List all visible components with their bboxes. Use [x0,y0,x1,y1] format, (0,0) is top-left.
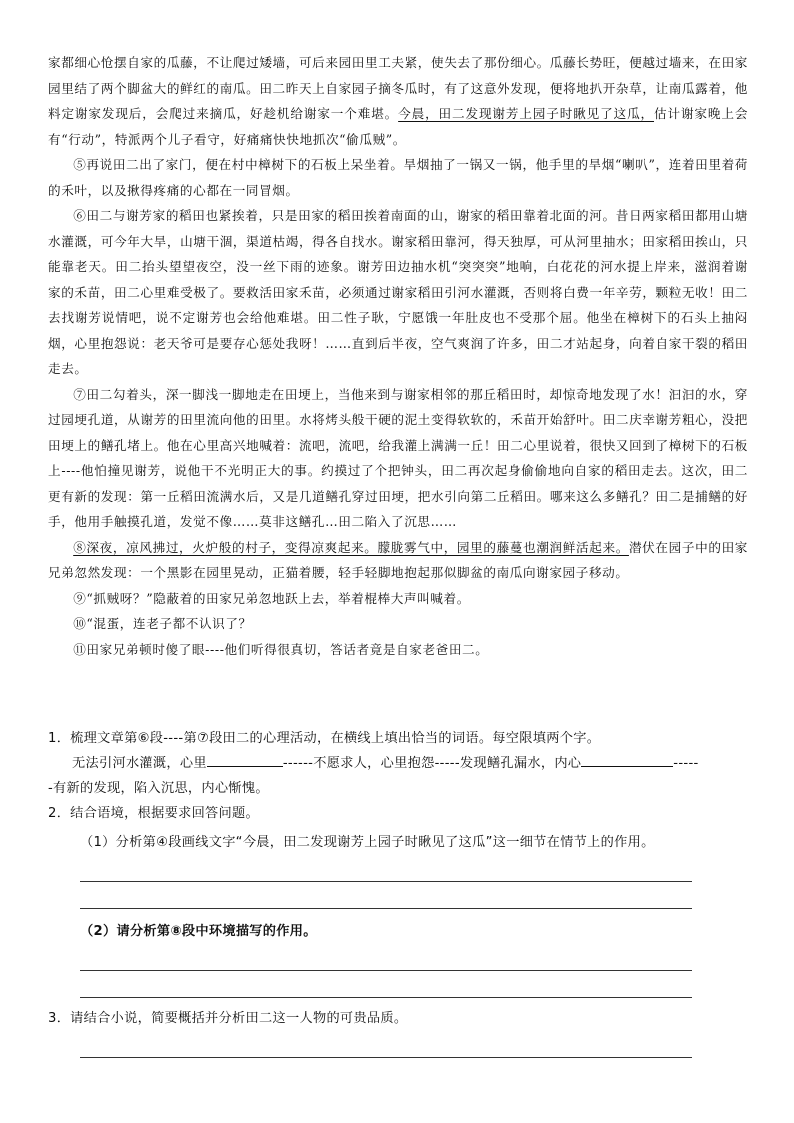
answer-line-3-a[interactable] [80,1031,692,1058]
answer-line-2-1-b[interactable] [80,882,692,909]
paragraph-9: ⑨“抓贼呀？”隐蔽着的田家兄弟忽地跃上去，举着棍棒大声叫喊着。 [73,590,470,606]
paragraph-7: ⑦田二勾着头，深一脚浅一脚地走在田埂上，当他来到与谢家相邻的那丘稻田时，却惊奇地发现了水！汩汩的水，穿过园埂孔道，从谢芳的田里流向他的田里。水将烤头般干硬的泥土变得软软的，禾苗开始舒叶。田二庆幸谢芳粗心，没把田埂上的鳝孔堵上。他在心里高兴地喊着：流吧，流吧，给我灌上满满一丘！田二心里说着，很快又回到了樟树下的石板上----他怕撞见谢芳，说他干不光明正大的事。约摸过了个把钟头，田二再次起身偷偷地向自家的稻田走去。这次，田二更有新的发现：第一丘稻田流满水后，又是几道鳝孔穿过田埂，把水引向第二丘稻田。哪来这么多鳝孔？田二是捕鳝的好手，他用手触摸孔道，发觉不像……莫非这鳝孔…田二陷入了沉思…… [48,386,748,529]
paragraph-5: ⑤再说田二出了家门，便在村中樟树下的石板上呆坐着。旱烟抽了一锅又一锅，他手里的旱烟“喇叭”，连着田里着荷的禾叶，以及揪得疼痛的心都在一同冒烟。 [48,157,748,198]
question-1-fill-continuation: -有新的发现，陷入沉思，内心惭愧。 [48,781,269,796]
question-1-fill-line [48,751,748,776]
paragraph-4-ending: 估计谢家晚上会有“行动”，特派两个儿子看守，好痛痛快快地抓次“偷瓜贼”。 [48,106,749,147]
underlined-sentence: 今晨，田二发现谢芳上园子时瞅见了这瓜， [398,106,655,121]
question-3-prompt: 3．请结合小说，简要概括并分析田二这一人物的可贵品质。 [48,1011,408,1026]
paragraph-11: ⑪田家兄弟顿时傻了眼----他们听得很真切，答话者竟是自家老爸田二。 [73,641,489,657]
paragraph-4-text: 家都细心怆摆自家的瓜藤，不让爬过矮墙，可后来园田里工夫紧，使失去了那份细心。瓜藤长势旺，便越过墙来，在田家园里结了两个脚盆大的鲜红的南瓜。田二昨天上自家园子摘冬瓜时，有了这意外发现，便将地扒开杂草，让南瓜露着，他料定谢家发现后，会爬过来摘瓜，好趁机给谢家一个难堪。 [48,55,748,121]
underlined-environment-description: ⑧深夜，凉风拂过，火炉般的村子，变得凉爽起来。朦胧雾气中，园里的藤蔓也潮润鲜活起来。 [73,539,629,555]
story-text [48,50,748,662]
paragraph-8-text: 潜伏在园子中的田家兄弟忽然发现：一个黑影在园里晃动，正猫着腰，轻手轻脚地抱起那似脚盆的南瓜向谢家园子移动。 [48,539,749,580]
fill-text-a: 无法引河水灌溉，心里 [72,756,207,771]
question-1-prompt: 1．梳理文章第⑥段----第⑦段田二的心理活动，在横线上填出恰当的词语。每空限填两个字。 [48,731,601,746]
answer-line-2-2-b[interactable] [80,971,692,998]
question-2-sub-2: （2）请分析第⑧段中环境描写的作用。 [80,924,317,939]
fill-text-c: ----- [673,756,699,771]
paragraph-10: ⑩“混蛋，连老子都不认识了？ [73,616,252,631]
fill-text-b: ------不愿求人，心里抱怨-----发现鳝孔漏水，内心 [282,756,582,771]
answer-blank-2[interactable] [581,752,673,767]
question-2-sub-1: （1）分析第④段画线文字“今晨，田二发现谢芳上园子时瞅见了这瓜”这一细节在情节上的作用。 [80,835,655,850]
questions-section [48,726,748,1058]
answer-blank-1[interactable] [207,752,283,767]
paragraph-4 [48,50,748,152]
answer-line-2-2-a[interactable] [80,944,692,971]
answer-line-2-1-a[interactable] [80,855,692,882]
paragraph-8 [48,535,748,586]
paragraph-6: ⑥田二与谢芳家的稻田也紧挨着，只是田家的稻田挨着南面的山，谢家的稻田靠着北面的河。昔日两家稻田都用山塘水灌溉，可今年大旱，山塘干涸，渠道枯竭，得各自找水。谢家稻田靠河，得天独厚，可从河里抽水；田家稻田挨山，只能靠老天。田二抬头望望夜空，没一丝下雨的迹象。谢芳田边抽水机“突突突”地响，白花花的河水提上岸来，滋润着谢家的禾苗，田二心里难受极了。要救活田家禾苗，必须通过谢家稻田引河水灌溉，否则将白费一年辛劳，颗粒无收！田二去找谢芳说情吧，说不定谢芳也会给他难堪。田二性子耿，宁愿饿一年肚皮也不受那个屈。他坐在樟树下的石头上抽闷烟，心里抱怨说：老天爷可是要存心惩处我呀！……直到后半夜，空气爽润了许多，田二才站起身，向着自家干裂的稻田走去。 [48,208,748,376]
question-2-prompt: 2．结合语境，根据要求回答问题。 [48,806,260,821]
